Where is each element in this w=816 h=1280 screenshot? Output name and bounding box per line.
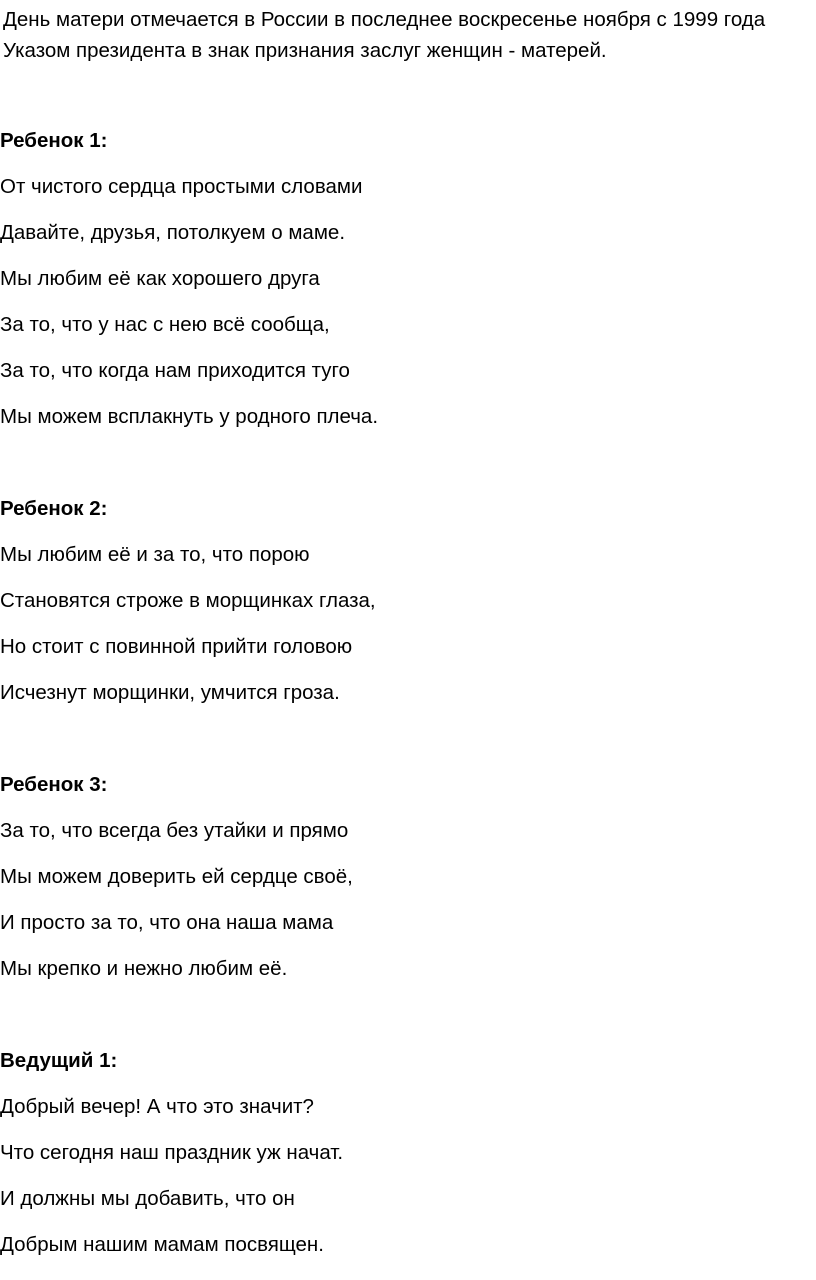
poem-line: И должны мы добавить, что он <box>0 1187 295 1210</box>
section-heading-child-1: Ребенок 1: <box>0 129 108 152</box>
poem-line: Добрым нашим мамам посвящен. <box>0 1233 324 1256</box>
poem-line: Мы любим её как хорошего друга <box>0 267 320 290</box>
poem-line: И просто за то, что она наша мама <box>0 911 334 934</box>
poem-line: От чистого сердца простыми словами <box>0 175 363 198</box>
intro-paragraph: День матери отмечается в России в последнее воскресенье ноября с 1999 года Указом президента в знак признания заслуг женщин - матерей. <box>3 8 766 62</box>
poem-line: За то, что когда нам приходится туго <box>0 359 350 382</box>
poem-line: Добрый вечер! А что это значит? <box>0 1095 314 1118</box>
poem-line: Но стоит с повинной прийти головою <box>0 635 353 658</box>
poem-line: За то, что у нас с нею всё сообща, <box>0 313 330 336</box>
poem-line: Давайте, друзья, потолкуем о маме. <box>0 221 346 244</box>
poem-line: Что сегодня наш праздник уж начат. <box>0 1141 344 1164</box>
poem-line: Мы можем доверить ей сердце своё, <box>0 865 353 888</box>
section-heading-child-2: Ребенок 2: <box>0 497 108 520</box>
section-heading-host-1: Ведущий 1: <box>0 1049 118 1072</box>
poem-line: За то, что всегда без утайки и прямо <box>0 819 349 842</box>
poem-line: Мы крепко и нежно любим её. <box>0 957 288 980</box>
poem-line: Мы любим её и за то, что порою <box>0 543 310 566</box>
poem-line: Исчезнут морщинки, умчится гроза. <box>0 681 340 704</box>
section-heading-child-3: Ребенок 3: <box>0 773 108 796</box>
poem-line: Становятся строже в морщинках глаза, <box>0 589 376 612</box>
poem-line: Мы можем всплакнуть у родного плеча. <box>0 405 379 428</box>
